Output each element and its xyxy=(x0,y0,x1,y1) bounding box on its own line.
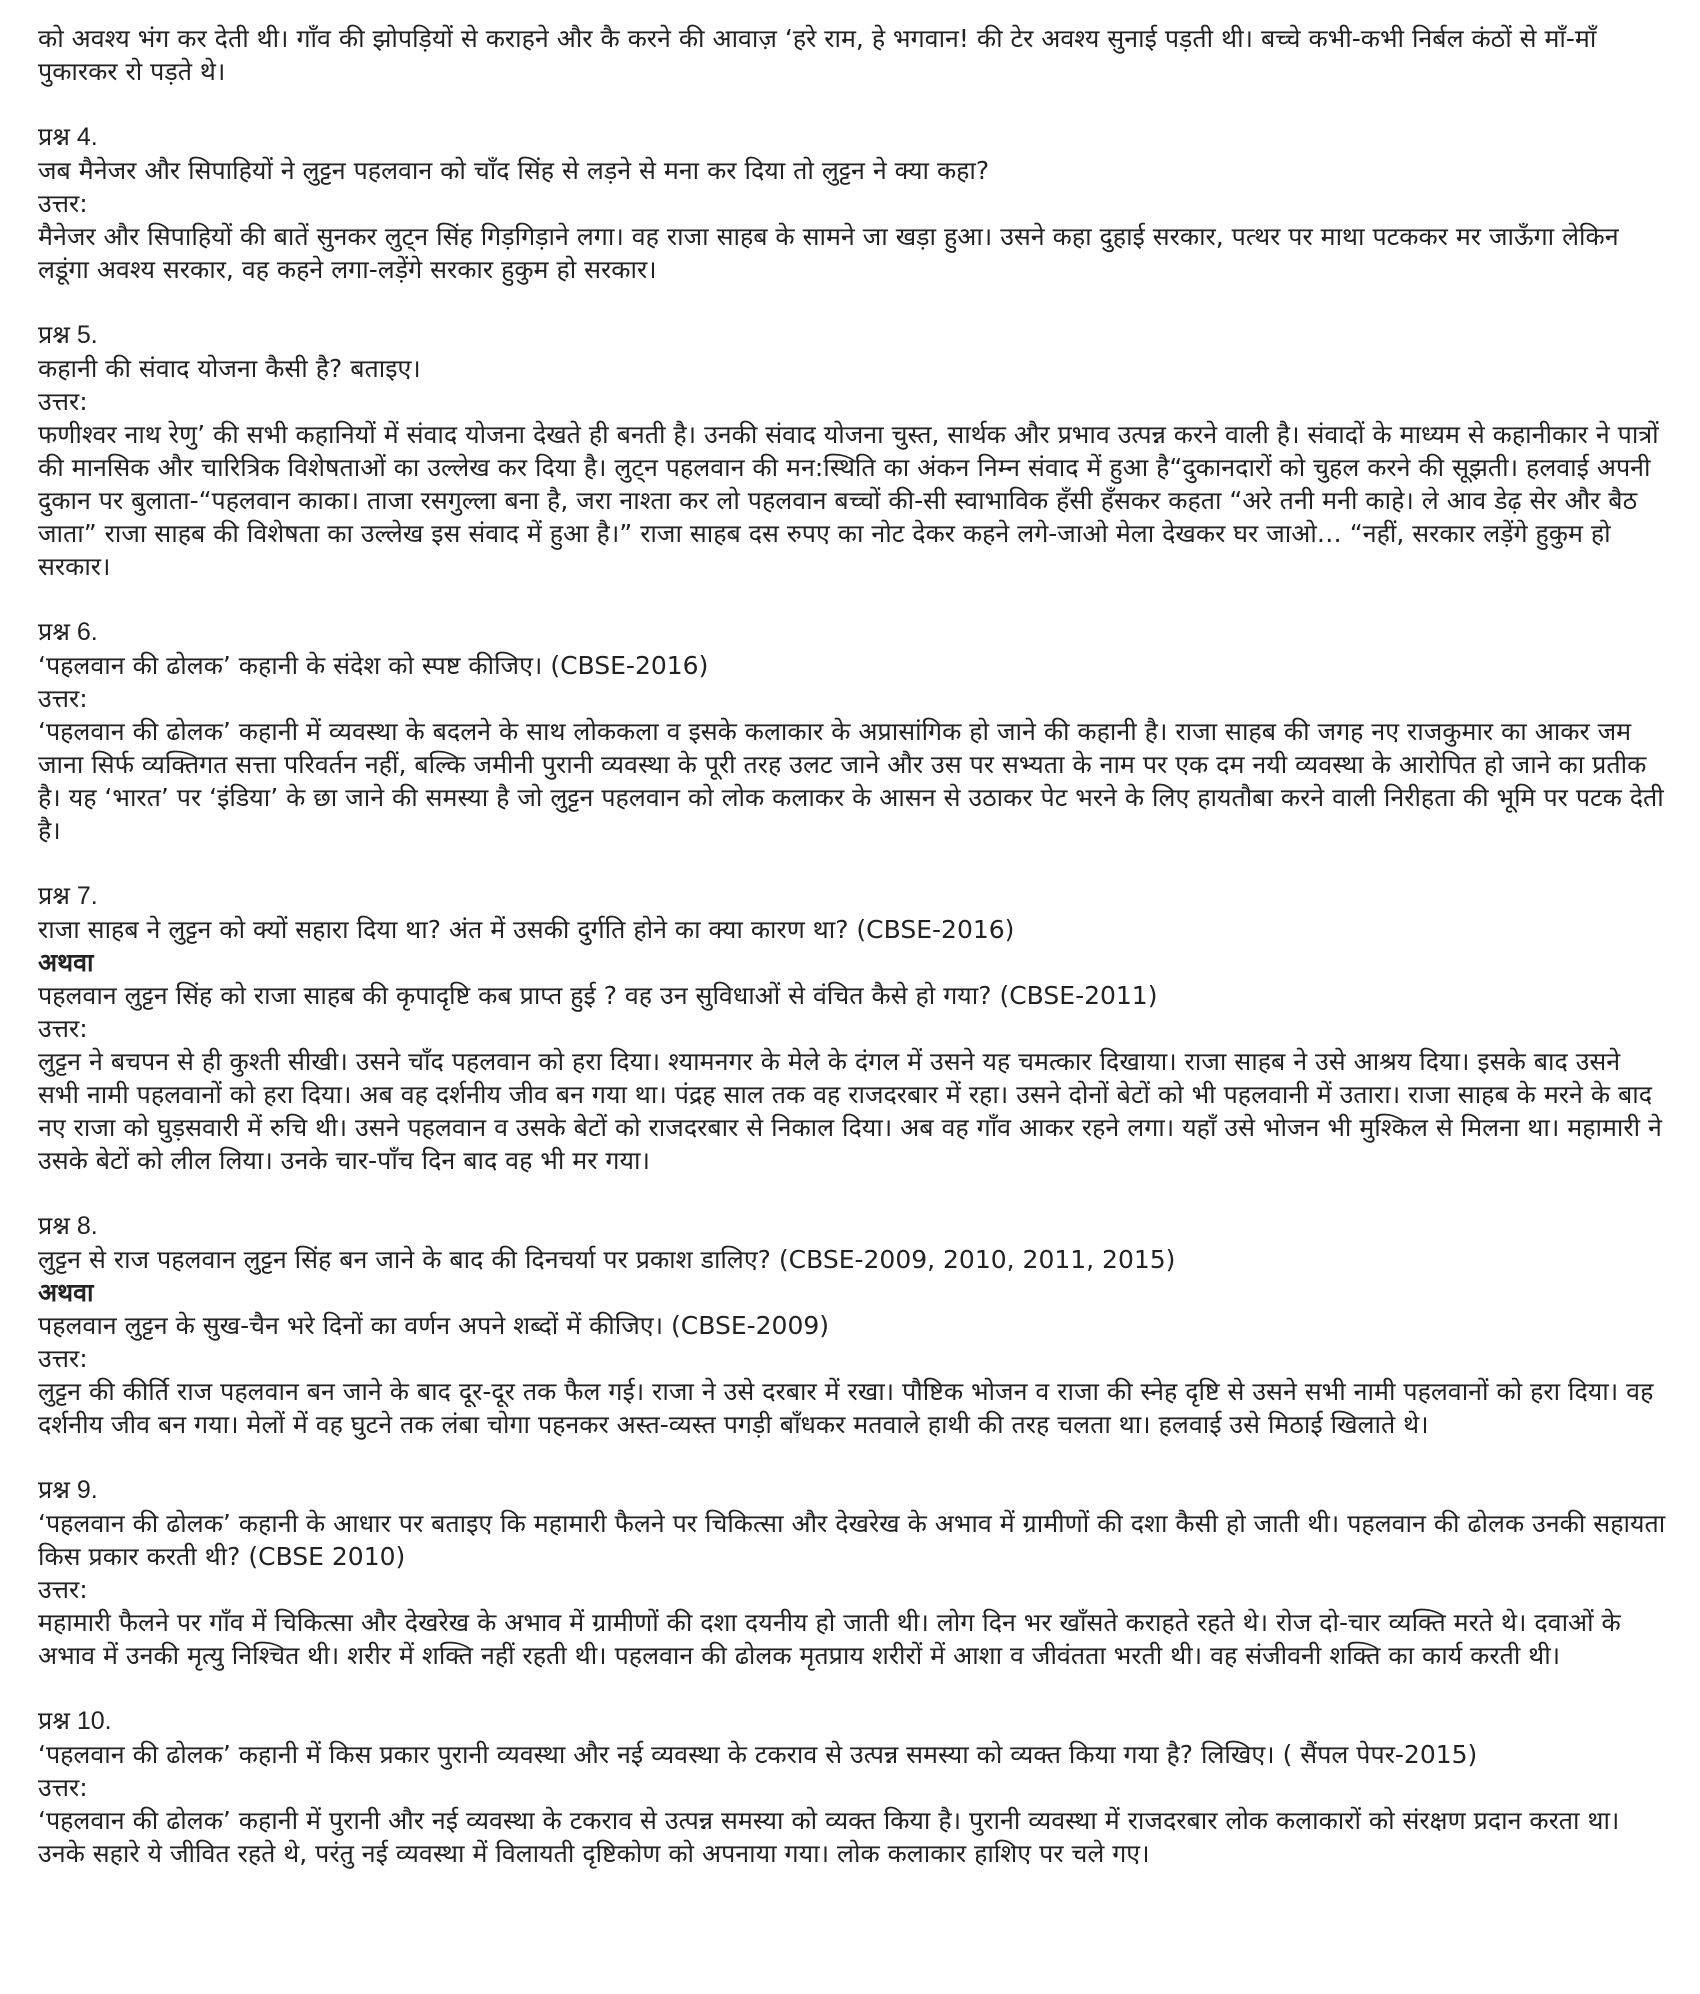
question-block-10 xyxy=(38,1705,1668,1870)
answer-label: उत्तर: xyxy=(38,1014,88,1043)
alt-question-text: पहलवान लुट्टन के सुख-चैन भरे दिनों का वर्णन अपने शब्दों में कीजिए। (CBSE-2009) xyxy=(38,1311,830,1340)
question-block-5 xyxy=(38,319,1668,583)
answer-text: लुट्टन की कीर्ति राज पहलवान बन जाने के बाद दूर-दूर तक फैल गई। राजा ने उसे दरबार में रखा। पौष्टिक भोजन व राजा की स्नेह दृष्टि से उसने सभी नामी पहलवानों को हरा दिया। वह दर्शनीय जीव बन गया। मेलों में वह घुटने तक लंबा चोगा पहनकर अस्त-व्यस्त पगड़ी बाँधकर मतवाले हाथी की तरह चलता था। हलवाई उसे मिठाई खिलाते थे। xyxy=(38,1377,1654,1439)
answer-text: लुट्टन ने बचपन से ही कुश्ती सीखी। उसने चाँद पहलवान को हरा दिया। श्यामनगर के मेले के दंगल में उसने यह चमत्कार दिखाया। राजा साहब ने उसे आश्रय दिया। इसके बाद उसने सभी नामी पहलवानों को हरा दिया। अब वह दर्शनीय जीव बन गया था। पंद्रह साल तक वह राजदरबार में रहा। उसने दोनों बेटों को भी पहलवानी में उतारा। राजा साहब के मरने के बाद नए राजा को घुड़सवारी में रुचि थी। उसने पहलवान व उसके बेटों को राजदरबार से निकाल दिया। अब वह गाँव आकर रहने लगा। यहाँ उसे भोजन भी मुश्किल से मिलना था। महामारी ने उसके बेटों को लील लिया। उनके चार-पाँच दिन बाद वह भी मर गया। xyxy=(38,1047,1662,1175)
answer-text: ‘पहलवान की ढोलक’ कहानी में पुरानी और नई व्यवस्था के टकराव से उत्पन्न समस्या को व्यक्त किया है। पुरानी व्यवस्था में राजदरबार लोक कलाकारों को संरक्षण प्रदान करता था। उनके सहारे ये जीवित रहते थे, परंतु नई व्यवस्था में विलायती दृष्टिकोण को अपनाया गया। लोक कलाकार हाशिए पर चले गए। xyxy=(38,1806,1620,1868)
question-text: ‘पहलवान की ढोलक’ कहानी के संदेश को स्पष्ट कीजिए। (CBSE-2016) xyxy=(38,651,709,680)
question-text: जब मैनेजर और सिपाहियों ने लुट्टन पहलवान को चाँद सिंह से लड़ने से मना कर दिया तो लुट्टन ने क्या कहा? xyxy=(38,156,990,185)
alt-question-text: पहलवान लुट्टन सिंह को राजा साहब की कृपादृष्टि कब प्राप्त हुई ? वह उन सुविधाओं से वंचित कैसे हो गया? (CBSE-2011) xyxy=(38,981,1158,1010)
question-number: प्रश्न 10. xyxy=(38,1707,112,1735)
question-text: ‘पहलवान की ढोलक’ कहानी में किस प्रकार पुरानी व्यवस्था और नई व्यवस्था के टकराव से उत्पन्न समस्या को व्यक्त किया गया है? लिखिए। ( सैंपल पेपर-2015) xyxy=(38,1740,1478,1769)
intro-paragraph: को अवश्य भंग कर देती थी। गाँव की झोपड़ियों से कराहने और कै करने की आवाज़ ‘हरे राम, हे भगवान! की टेर अवश्य सुनाई पड़ती थी। बच्चे कभी-कभी निर्बल कंठों से माँ-माँ पुकारकर रो पड़ते थे। xyxy=(38,24,1597,86)
answer-text: मैनेजर और सिपाहियों की बातें सुनकर लुट्न सिंह गिड़गिड़ाने लगा। वह राजा साहब के सामने जा खड़ा हुआ। उसने कहा दुहाई सरकार, पत्थर पर माथा पटककर मर जाऊँगा लेकिन लडूंगा अवश्य सरकार, वह कहने लगा-लड़ेंगे सरकार हुकुम हो सरकार। xyxy=(38,222,1619,284)
question-number: प्रश्न 9. xyxy=(38,1476,98,1504)
question-number: प्रश्न 5. xyxy=(38,321,98,349)
answer-label: उत्तर: xyxy=(38,189,88,218)
answer-label: उत्तर: xyxy=(38,1575,88,1604)
answer-label: उत्तर: xyxy=(38,1773,88,1802)
answer-text: फणीश्वर नाथ रेणु’ की सभी कहानियों में संवाद योजना देखते ही बनती है। उनकी संवाद योजना चुस्त, सार्थक और प्रभाव उत्पन्न करने वाली है। संवादों के माध्यम से कहानीकार ने पात्रों की मानसिक और चारित्रिक विशेषताओं का उल्लेख कर दिया है। लुट्न पहलवान की मन:स्थिति का अंकन निम्न संवाद में हुआ है“दुकानदारों को चुहल करने की सूझती। हलवाई अपनी दुकान पर बुलाता-“पहलवान काका। ताजा रसगुल्ला बना है, जरा नाश्ता कर लो पहलवान बच्चों की-सी स्वाभाविक हँसी हँसकर कहता “अरे तनी मनी काहे। ले आव डेढ़ सेर और बैठ जाता” राजा साहब की विशेषता का उल्लेख इस संवाद में हुआ है।” राजा साहब दस रुपए का नोट देकर कहने लगे-जाओ मेला देखकर घर जाओ… “नहीं, सरकार लड़ेंगे हुकुम हो सरकार। xyxy=(38,420,1659,581)
question-block-8 xyxy=(38,1210,1668,1441)
question-text: लुट्टन से राज पहलवान लुट्टन सिंह बन जाने के बाद की दिनचर्या पर प्रकाश डालिए? (CBSE-2009, 2010, 2011, 2015) xyxy=(38,1245,1176,1274)
question-number: प्रश्न 7. xyxy=(38,882,98,910)
answer-label: उत्तर: xyxy=(38,1344,88,1373)
answer-text: ‘पहलवान की ढोलक’ कहानी में व्यवस्था के बदलने के साथ लोककला व इसके कलाकार के अप्रासांगिक हो जाने की कहानी है। राजा साहब की जगह नए राजकुमार का आकर जम जाना सिर्फ व्यक्तिगत सत्ता परिवर्तन नहीं, बल्कि जमीनी पुरानी व्यवस्था के पूरी तरह उलट जाने और उस पर सभ्यता के नाम पर एक दम नयी व्यवस्था के आरोपित हो जाने का प्रतीक है। यह ‘भारत’ पर ‘इंडिया’ के छा जाने की समस्या है जो लुट्टन पहलवान को लोक कलाकर के आसन से उठाकर पेट भरने के लिए हायतौबा करने वाली निरीहता की भूमि पर पटक देती है। xyxy=(38,717,1664,845)
question-number: प्रश्न 6. xyxy=(38,618,98,646)
question-block-6 xyxy=(38,616,1668,847)
question-block-4 xyxy=(38,121,1668,286)
question-block-9 xyxy=(38,1474,1668,1672)
answer-text: महामारी फैलने पर गाँव में चिकित्सा और देखरेख के अभाव में ग्रामीणों की दशा दयनीय हो जाती थी। लोग दिन भर खाँसते कराहते रहते थे। रोज दो-चार व्यक्ति मरते थे। दवाओं के अभाव में उनकी मृत्यु निश्चित थी। शरीर में शक्ति नहीं रहती थी। पहलवान की ढोलक मृतप्राय शरीरों में आशा व जीवंतता भरती थी। वह संजीवनी शक्ति का कार्य करती थी। xyxy=(38,1608,1621,1670)
or-label: अथवा xyxy=(38,948,94,977)
question-number: प्रश्न 8. xyxy=(38,1212,98,1240)
intro-section xyxy=(38,22,1668,88)
question-text: राजा साहब ने लुट्टन को क्यों सहारा दिया था? अंत में उसकी दुर्गति होने का क्या कारण था? (CBSE-2016) xyxy=(38,915,1015,944)
question-text: कहानी की संवाद योजना कैसी है? बताइए। xyxy=(38,354,421,383)
question-block-7 xyxy=(38,880,1668,1177)
question-number: प्रश्न 4. xyxy=(38,123,98,151)
answer-label: उत्तर: xyxy=(38,684,88,713)
document-body xyxy=(38,22,1668,1870)
or-label: अथवा xyxy=(38,1278,94,1307)
question-text: ‘पहलवान की ढोलक’ कहानी के आधार पर बताइए कि महामारी फैलने पर चिकित्सा और देखरेख के अभाव में ग्रामीणों की दशा कैसी हो जाती थी। पहलवान की ढोलक उनकी सहायता किस प्रकार करती थी? (CBSE 2010) xyxy=(38,1509,1666,1571)
answer-label: उत्तर: xyxy=(38,387,88,416)
